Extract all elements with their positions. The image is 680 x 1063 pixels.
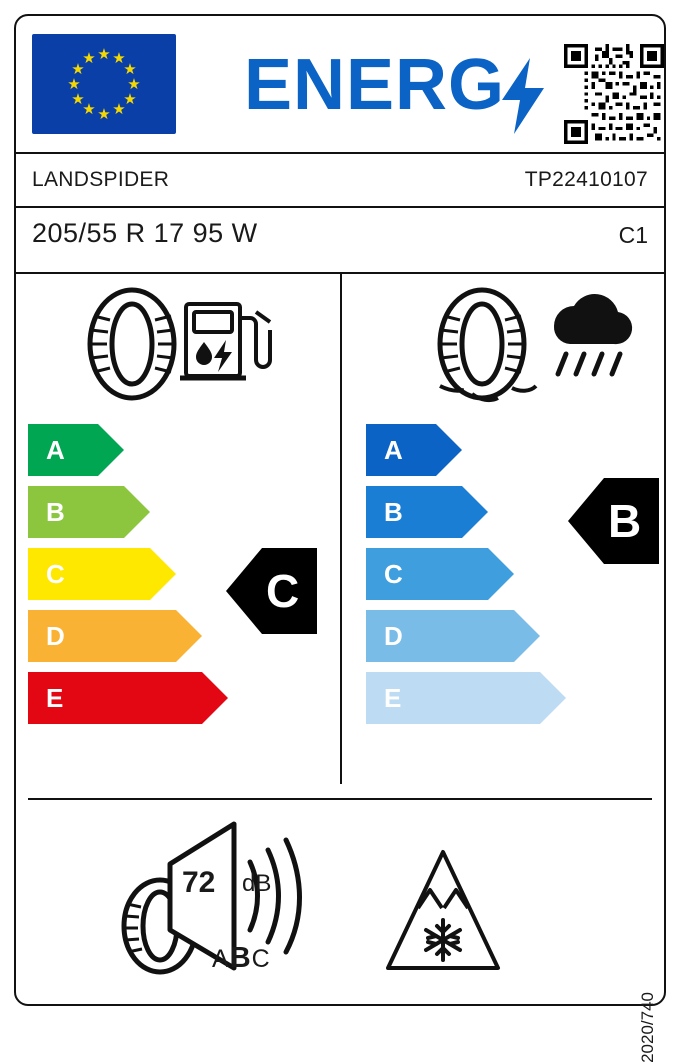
eu-star-icon: ★ bbox=[82, 49, 96, 67]
snowflake-icon bbox=[426, 920, 460, 960]
eu-star-icon: ★ bbox=[123, 90, 137, 108]
fuel-grade-bar-b bbox=[28, 486, 150, 538]
brand-row bbox=[32, 162, 648, 206]
wet-grade-bar-c bbox=[366, 548, 514, 600]
wet-grade-row-d bbox=[366, 610, 656, 662]
wet-grade-bar-d bbox=[366, 610, 540, 662]
fuel-grade-letter-a: A bbox=[46, 435, 65, 465]
fuel-grade-bar-e bbox=[28, 672, 228, 724]
fuel-efficiency-pictogram bbox=[80, 282, 330, 412]
tyre-type-code: TP22410107 bbox=[524, 168, 648, 191]
lightning-bolt-icon bbox=[500, 58, 546, 134]
eu-star-icon: ★ bbox=[82, 101, 96, 119]
fuel-grade-row-a bbox=[28, 424, 318, 476]
wet-grade-letter-b: B bbox=[384, 497, 403, 527]
noise-class-b: B bbox=[229, 942, 252, 974]
fuel-grade-bar-d bbox=[28, 610, 202, 662]
tyre-size: 205/55 R 17 95 W bbox=[32, 218, 258, 248]
eu-star-icon: ★ bbox=[112, 101, 126, 119]
wet-grade-letter-c: C bbox=[384, 559, 403, 589]
wet-grade-bar-e bbox=[366, 672, 566, 724]
divider-bottom bbox=[28, 798, 652, 800]
column-divider bbox=[340, 272, 342, 784]
fuel-pump-icon bbox=[180, 304, 270, 378]
wet-grip-selected-marker bbox=[568, 478, 659, 564]
noise-class-c: C bbox=[251, 945, 271, 973]
fuel-grade-row-b bbox=[28, 486, 318, 538]
fuel-grade-letter-d: D bbox=[46, 621, 65, 651]
eu-star-icon: ★ bbox=[71, 90, 85, 108]
noise-class-a: A bbox=[212, 945, 230, 973]
fuel-grade-letter-c: C bbox=[46, 559, 65, 589]
tyre-icon bbox=[440, 290, 524, 398]
brand-name: LANDSPIDER bbox=[32, 168, 170, 191]
divider-under-brand bbox=[16, 206, 664, 208]
qr-code-icon bbox=[564, 44, 664, 144]
fuel-grade-row-e bbox=[28, 672, 318, 724]
tyre-icon bbox=[90, 290, 174, 398]
wet-grip-scale bbox=[366, 424, 656, 734]
fuel-grade-letter-b: B bbox=[46, 497, 65, 527]
wet-grade-letter-e: E bbox=[384, 683, 402, 713]
wet-grade-bar-a bbox=[366, 424, 462, 476]
divider-under-header bbox=[16, 152, 664, 154]
regulation-reference: 2020/740 bbox=[638, 992, 657, 1063]
wet-grip-grade: B bbox=[608, 495, 642, 547]
eu-star-icon: ★ bbox=[112, 49, 126, 67]
wet-grade-row-e bbox=[366, 672, 656, 724]
eu-star-icon: ★ bbox=[67, 75, 81, 93]
noise-unit: dB bbox=[242, 870, 272, 897]
fuel-efficiency-grade: C bbox=[266, 565, 300, 617]
wet-grade-bar-b bbox=[366, 486, 488, 538]
rain-cloud-icon bbox=[554, 294, 632, 374]
wet-grade-letter-a: A bbox=[384, 435, 403, 465]
fuel-drop-icon bbox=[196, 340, 232, 372]
eu-star-icon: ★ bbox=[97, 105, 111, 123]
eu-star-icon: ★ bbox=[127, 75, 141, 93]
eu-star-icon: ★ bbox=[123, 60, 137, 78]
size-row bbox=[32, 218, 648, 266]
noise-value: 72 bbox=[182, 866, 216, 899]
fuel-grade-letter-e: E bbox=[46, 683, 64, 713]
eu-star-icon: ★ bbox=[97, 45, 111, 63]
eu-flag-icon bbox=[32, 34, 176, 134]
label-header bbox=[16, 16, 664, 144]
fuel-efficiency-selected-marker bbox=[226, 548, 317, 634]
wet-grade-row-a bbox=[366, 424, 656, 476]
noise-class-scale bbox=[212, 942, 271, 975]
wet-grip-pictogram bbox=[420, 282, 650, 412]
snow-grip-pictogram bbox=[378, 846, 508, 976]
fuel-grade-bar-c bbox=[28, 548, 176, 600]
noise-pictogram bbox=[110, 818, 360, 988]
eu-star-icon: ★ bbox=[71, 60, 85, 78]
fuel-grade-bar-a bbox=[28, 424, 124, 476]
wet-grade-letter-d: D bbox=[384, 621, 403, 651]
tyre-class: C1 bbox=[618, 222, 648, 248]
energy-title: ENERG bbox=[244, 45, 506, 125]
